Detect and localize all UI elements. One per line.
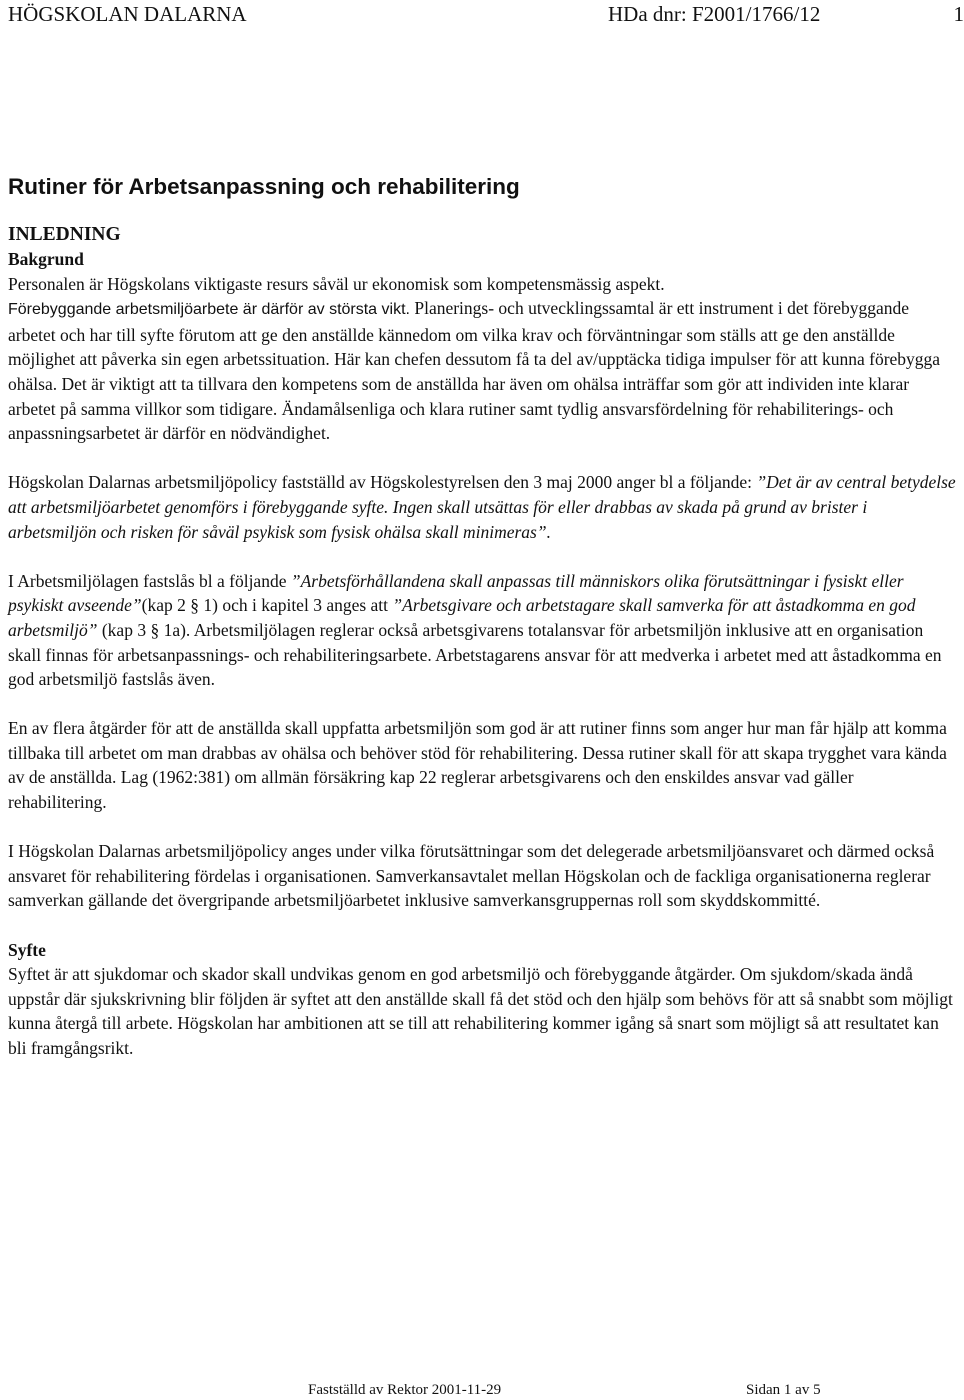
paragraph-delegation: I Högskolan Dalarnas arbetsmiljöpolicy anges under vilka förutsättningar som det delegerade arbetsmiljöansvaret och därmed också ansvaret för rehabilitering fördelas i organisationen. Samverkansavtalet mellan Högskolan och de fackliga organisationerna reglerar samverkan gällande det övergripande arbetsmiljöarbetet inklusive samverkansgruppernas roll som skyddskommitté. (8, 841, 935, 911)
document-title: Rutiner för Arbetsanpassning och rehabilitering (8, 174, 520, 199)
law-quote-2: ”Arbetsgivare och arbetstagare skall samverka för att åstadkomma en god arbetsmiljö” (8, 595, 916, 640)
footer-approved: Fastställd av Rektor 2001-11-29 (308, 1382, 502, 1398)
policy-quote: ”Det är av central betydelse att arbetsmiljöarbetet genomförs i förebyggande syfte. Ingen skall utsättas för eller drabbas av skada på grund av brister i arbetsmiljön och risken för såväl psykisk som fysisk ohälsa skall minimeras”. (8, 472, 956, 542)
page-header (8, 0, 964, 30)
paragraph-background-sans: Förebyggande arbetsmiljöarbete är därför av största vikt. (8, 301, 410, 319)
footer-page-number: Sidan 1 av 5 (746, 1382, 821, 1398)
paragraph-law-c: (kap 3 § 1a). Arbetsmiljölagen reglerar också arbetsgivarens totalansvar för arbetsmiljön inklusive att en organisation skall finnas för arbetsanpassnings- och rehabiliteringsarbete. Arbetstagarens ansvar för att medverka i arbetet med att åstadkomma en god arbetsmiljö fastslås även. (8, 619, 942, 690)
section-heading-intro: INLEDNING (8, 224, 121, 245)
document-body (8, 172, 956, 1061)
paragraph-purpose: Syftet är att sjukdomar och skador skall undvikas genom en god arbetsmiljö och förebyggande åtgärder. Om sjukdom/skada ändå uppstår där sjukskrivning blir följden är syftet att den anställde skall få det stöd och den hjälp som behövs för att så snabbt som möjligt kunna återgå till arbete. Högskolan har ambitionen att se till att rehabilitering kommer igång så snart som möjligt så att resultatet kan bli framgångsrikt. (8, 964, 953, 1058)
institution-name: HÖGSKOLAN DALARNA (8, 2, 247, 26)
registration-number: HDa dnr: F2001/1766/12 (608, 2, 821, 26)
paragraph-background-rest: Planerings- och utvecklingssamtal är ett instrument i det förebyggande arbetet och har till syfte förutom att ge den anställde kännedom om vilka krav och förväntningar som ställs att ge den anställde möjlighet att påverka sin egen arbetssituation. Här kan chefen dessutom få ta del av/upptäcka tidiga impulser för att kunna förebygga ohälsa. Det är viktigt att ta tillvara den kompetens som de anställda har även om ohälsa inträffar som gör att individen inte klarar arbetet på samma villkor som tidigare. Ändamålsenliga och klara rutiner samt tydlig ansvarsfördelning för rehabiliterings- och anpassningsarbetet är därför en nödvändighet. (8, 298, 941, 444)
paragraph-law-b: (kap 2 § 1) och i kapitel 3 anges att (141, 595, 393, 616)
subheading-background: Bakgrund (8, 249, 84, 269)
subheading-purpose: Syfte (8, 939, 46, 960)
law-quote-1: ”Arbetsförhållandena skall anpassas till människors olika förutsättningar i fysiskt eller psykiskt avseende” (8, 570, 904, 616)
page-footer (0, 1380, 960, 1400)
paragraph-law-a: I Arbetsmiljölagen fastslås bl a följande (8, 570, 291, 591)
paragraph-routines: En av flera åtgärder för att de anställda skall uppfatta arbetsmiljön som god är att rutiner finns som anger hur man får hjälp att komma tillbaka till arbetet om man drabbas av ohälsa och behöver stöd för rehabilitering. Dessa rutiner skall för att skapa trygghet vara kända av de anställda. Lag (1962:381) om allmän försäkring kap 22 reglerar arbetsgivarens och den enskildes ansvar vad gäller rehabilitering. (8, 718, 947, 813)
paragraph-background (8, 272, 956, 446)
header-page-mark: 1 (953, 2, 964, 26)
paragraph-background-line1: Personalen är Högskolans viktigaste resurs såväl ur ekonomisk som kompetensmässig aspekt. (8, 273, 665, 294)
paragraph-policy-text: Högskolan Dalarnas arbetsmiljöpolicy fastställd av Högskolestyrelsen den 3 maj 2000 anger bl a följande: (8, 472, 757, 493)
paragraph-law (8, 569, 956, 692)
paragraph-policy (8, 470, 956, 544)
